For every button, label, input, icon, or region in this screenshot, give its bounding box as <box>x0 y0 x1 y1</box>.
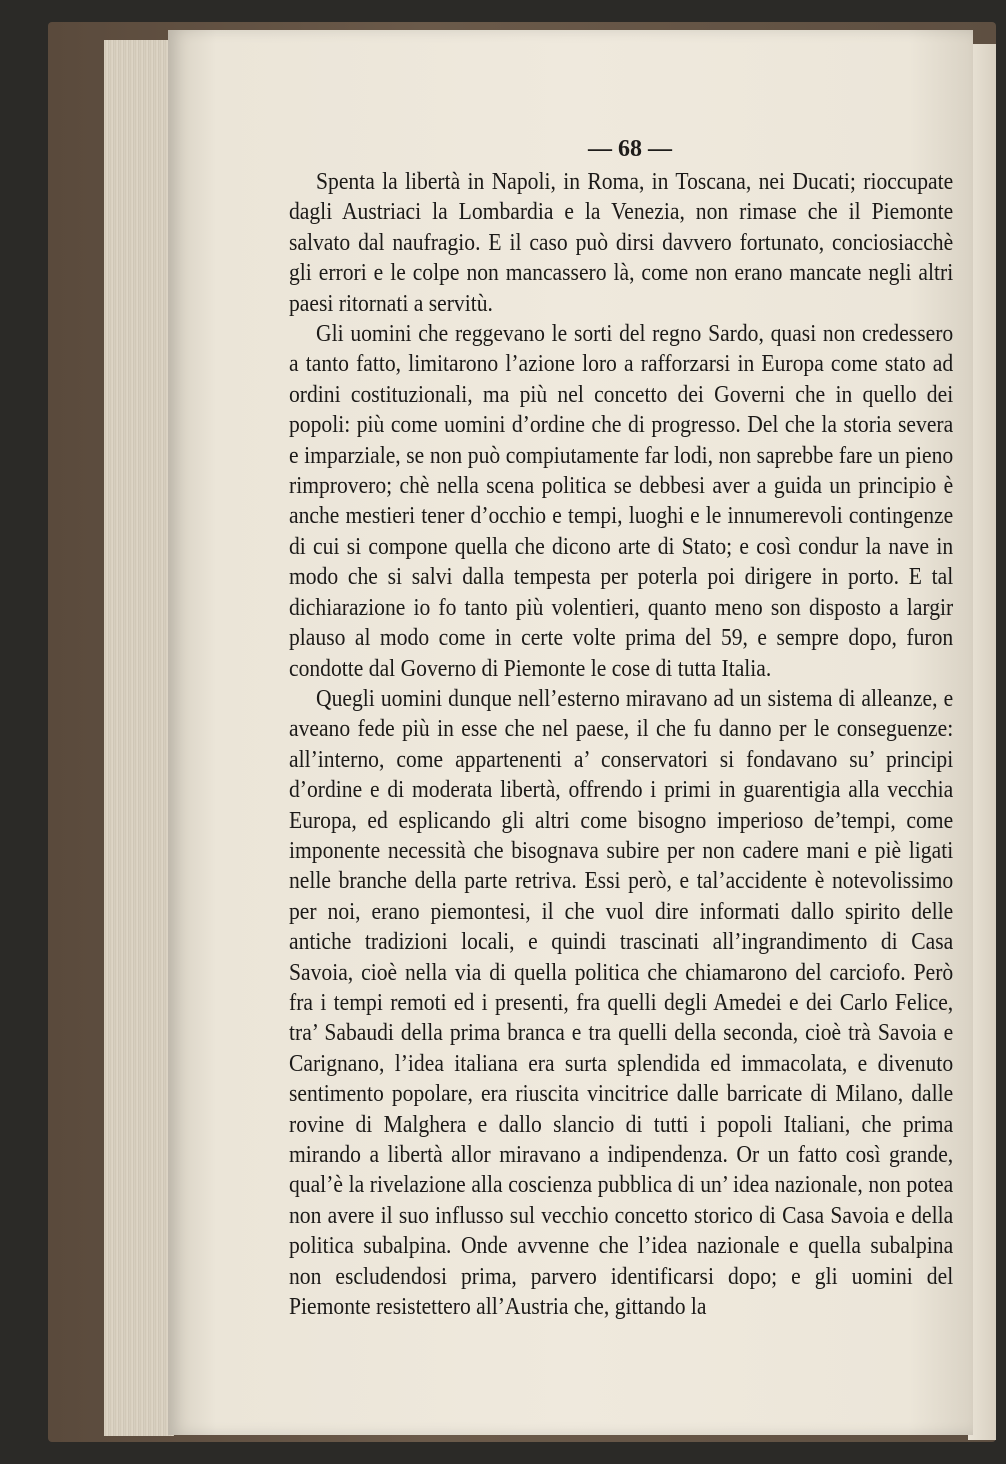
paragraph-3: Quegli uomini dunque nell’esterno miravano ad un sistema di alleanze, e aveano fede più in esse che nel paese, il che fu danno per le conseguenze: all’interno, come appartenenti a’ conservatori si fondavano su’ principi d’ordine e di moderata libertà, offrendo i primi in guarentigia alla vecchia Europa, ed esplicando gli altri come bisogno imperioso de’tempi, come imponente necessità che bisognava subire per non cadere mani e piè ligati nelle branche della parte retriva. Essi però, e tal’accidente è notevolissimo per noi, erano piemontesi, il che vuol dire informati dallo spirito delle antiche tradizioni locali, e quindi trascinati all’ingrandimento di Casa Savoia, cioè nella via di quella politica che chiamarono del carciofo. Però fra i tempi remoti ed i presenti, fra quelli degli Amedei e dei Carlo Felice, tra’ Sabaudi della prima branca e tra quelli della seconda, cioè trà Savoia e Carignano, l’idea italiana era surta splendida ed immacolata, e divenuto sentimento popolare, era riuscita vincitrice dalle barricate di Milano, dalle rovine di Malghera e dallo slancio di tutti i popoli Italiani, che prima mirando a libertà allor miravano a indipendenza. Or un fatto così grande, qual’è la rivelazione alla coscienza pubblica di un’ idea nazionale, non potea non avere il suo influsso sul vecchio concetto storico di Casa Savoia e della politica subalpina. Onde avvenne che l’idea nazionale e quella subalpina non escludendosi prima, parvero identificarsi dopo; e gli uomini del Piemonte resistettero all’Austria che, gittando la <box>289 685 954 1321</box>
page-edges <box>104 40 174 1436</box>
paragraph-1: Spenta la libertà in Napoli, in Roma, in Toscana, nei Ducati; rioccupate dagli Austriaci la Lombardia e la Venezia, non rimase che il Piemonte salvato dal naufragio. E il caso può dirsi davvero fortunato, conciosiacchè gli errori e le colpe non mancassero là, come non erano mancate negli altri paesi ritornati a servitù. <box>289 169 954 317</box>
page-number: — 68 — <box>588 136 672 162</box>
paragraph-2: Gli uomini che reggevano le sorti del regno Sardo, quasi non credessero a tanto fatto, limitarono l’azione loro a rafforzarsi in Europa come stato ad ordini costituzionali, ma più nel concetto dei Governi che in quello dei popoli: più come uomini d’ordine che di progresso. Del che la storia severa e imparziale, se non può compiutamente far lodi, non saprebbe fare un pieno rimprovero; chè nella scena politica se debbesi aver a guida un principio è anche mestieri tener d’occhio e tempi, luoghi e le innumerevoli contingenze di cui si compone quella che dicono arte di Stato; e così condur la nave in modo che si salvi dalla tempesta per poterla poi dirigere in porto. E tal dichiarazione io fo tanto più volentieri, quanto meno son disposto a largir plauso al modo come in certe volte prima del 59, e sempre dopo, furon condotte dal Governo di Piemonte le cose di tutta Italia. <box>289 321 954 682</box>
page-text <box>289 167 953 1322</box>
